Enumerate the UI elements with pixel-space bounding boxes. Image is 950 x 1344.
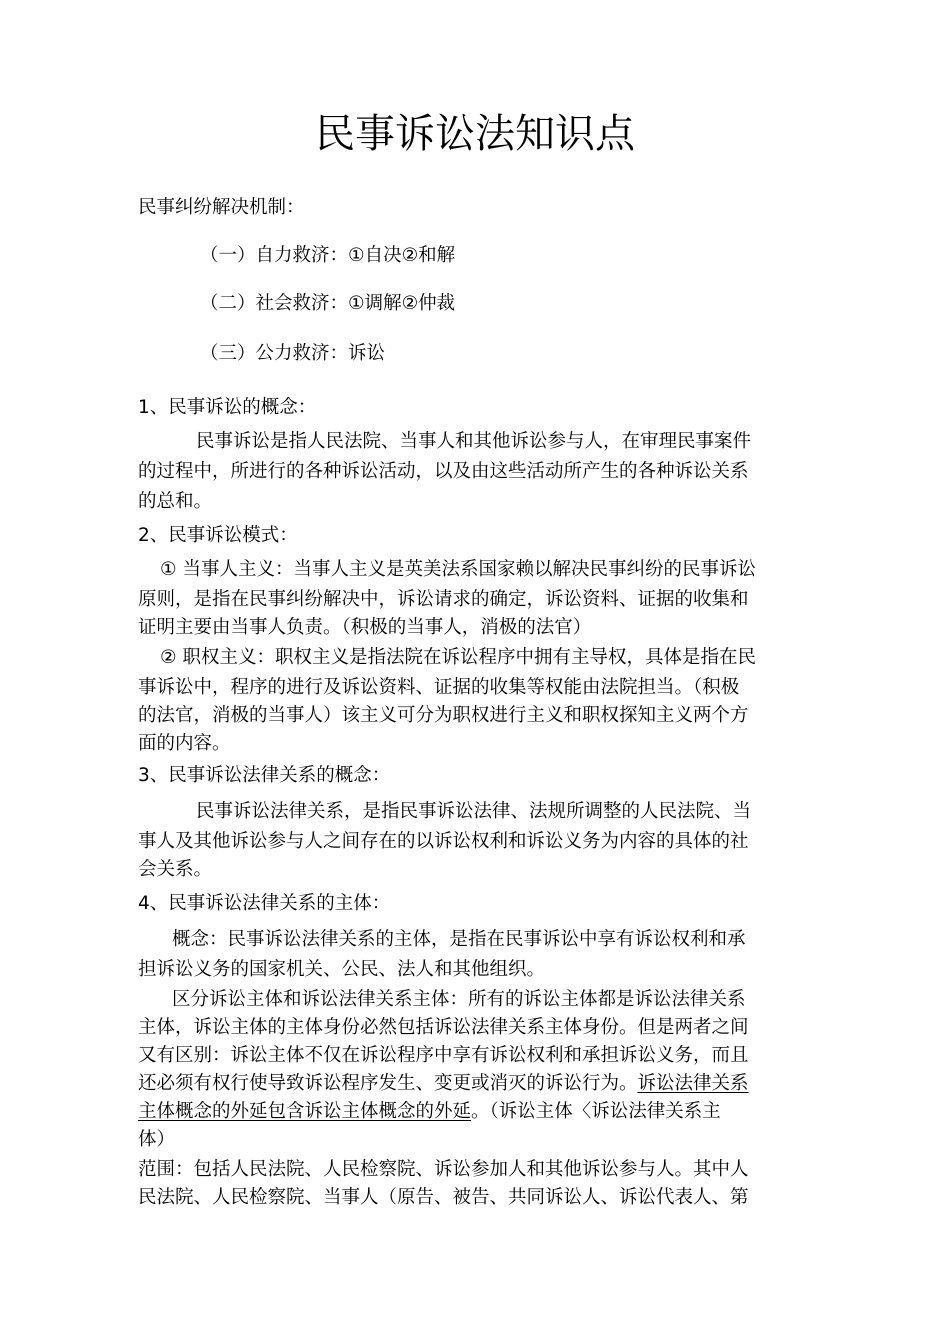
document-title: 民事诉讼法知识点: [315, 111, 635, 157]
section4-line-2: 担诉讼义务的国家机关、公民、法人和其他组织。: [138, 959, 546, 980]
section3-line-1: 民事诉讼法律关系，是指民事诉讼法律、法规所调整的人民法院、当: [196, 801, 752, 822]
section4-line-7: [138, 1098, 721, 1126]
section3-heading: 3、民事诉讼法律关系的概念：: [138, 765, 391, 786]
mechanism-heading: 民事纠纷解决机制：: [138, 197, 305, 218]
section1-line-3: 的总和。: [138, 491, 213, 512]
section2-line-4: ② 职权主义：职权主义是指法院在诉讼程序中拥有主导权，具体是指在民: [160, 647, 756, 668]
section1-heading: 1、民事诉讼的概念：: [138, 397, 317, 418]
section4-line-8: 体）: [138, 1129, 176, 1150]
section4-line-7-tail: 。（诉讼主体〈诉讼法律关系主: [471, 1101, 721, 1122]
section4-line-10: 民法院、人民检察院、当事人（原告、被告、共同诉讼人、诉讼代表人、第: [138, 1187, 749, 1208]
section4-line-1: 概念：民事诉讼法律关系的主体，是指在民事诉讼中享有诉讼权利和承: [172, 929, 746, 950]
section3-line-3: 会关系。: [138, 859, 213, 880]
section4-line-9: 范围：包括人民法院、人民检察院、诉讼参加人和其他诉讼参与人。其中人: [138, 1159, 749, 1180]
section4-line-6-underlined: 诉讼法律关系: [637, 1073, 749, 1094]
section4-line-5: 又有区别：诉讼主体不仅在诉讼程序中享有诉讼权利和承担诉讼义务，而且: [138, 1045, 749, 1066]
section3-line-2: 事人及其他诉讼参与人之间存在的以诉讼权利和诉讼义务为内容的具体的社: [138, 831, 749, 852]
section2-heading: 2、民事诉讼模式：: [138, 525, 298, 546]
section1-line-2: 的过程中，所进行的各种诉讼活动，以及由这些活动所产生的各种诉讼关系: [138, 461, 749, 482]
mechanism-item-2: （二）社会救济：①调解②仲裁: [200, 293, 456, 314]
mechanism-item-1: （一）自力救济：①自决②和解: [200, 245, 456, 266]
section4-line-3: 区分诉讼主体和诉讼法律关系主体：所有的诉讼主体都是诉讼法律关系: [172, 989, 746, 1010]
section2-line-3: 证明主要由当事人负责。（积极的当事人，消极的法官）: [138, 617, 592, 638]
section4-line-4: 主体，诉讼主体的主体身份必然包括诉讼法律关系主体身份。但是两者之间: [138, 1017, 749, 1038]
section2-line-7: 面的内容。: [138, 733, 231, 754]
section1-line-1: 民事诉讼是指人民法院、当事人和其他诉讼参与人，在审理民事案件: [196, 431, 752, 452]
section4-heading: 4、民事诉讼法律关系的主体：: [138, 893, 391, 914]
section2-line-2: 原则，是指在民事纠纷解决中，诉讼请求的确定，诉讼资料、证据的收集和: [138, 589, 749, 610]
section4-line-6: [138, 1070, 749, 1098]
mechanism-item-3: （三）公力救济：诉讼: [200, 343, 386, 364]
section4-line-6-plain: 还必须有权行使导致诉讼程序发生、变更或消灭的诉讼行为。: [138, 1073, 638, 1094]
section2-line-5: 事诉讼中，程序的进行及诉讼资料、证据的收集等权能由法院担当。（积极: [138, 677, 740, 698]
section2-line-6: 的法官，消极的当事人）该主义可分为职权进行主义和职权探知主义两个方: [138, 705, 749, 726]
section2-line-1: ① 当事人主义：当事人主义是英美法系国家赖以解决民事纠纷的民事诉讼: [160, 559, 756, 580]
section4-line-7-underlined: 主体概念的外延包含诉讼主体概念的外延: [138, 1101, 472, 1122]
